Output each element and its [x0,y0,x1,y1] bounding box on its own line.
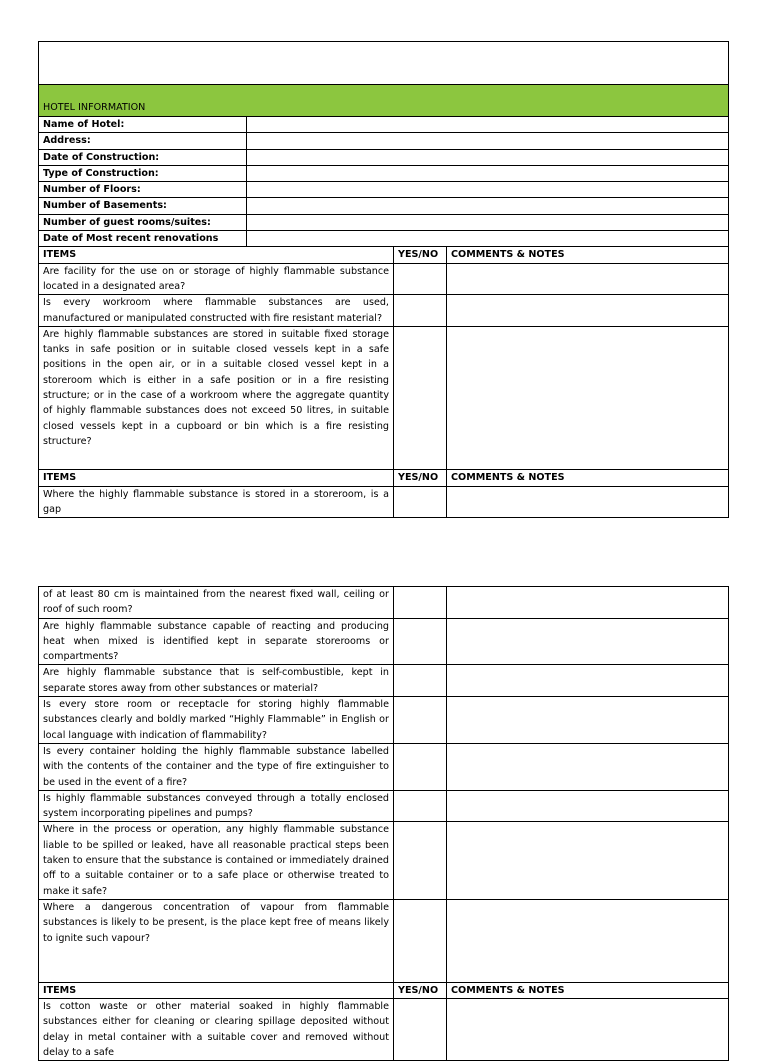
hotel-field-row [39,149,729,165]
yes-no-cell[interactable] [394,999,447,1061]
question-row [39,822,729,899]
question-row [39,326,729,469]
question-text: Is every container holding the highly flammable substance labelled with the contents of the container and the type of fire extinguisher to be used in the event of a fire? [39,743,394,790]
question-row [39,618,729,665]
comments-cell[interactable] [447,697,729,744]
hotel-field-row [39,198,729,214]
comments-cell[interactable] [447,743,729,790]
section-header-row [39,85,729,117]
yes-no-cell[interactable] [394,697,447,744]
field-value[interactable] [247,117,729,133]
question-text: Are facility for the use on or storage of highly flammable substance located in a designated area? [39,263,394,295]
field-label: Number of Basements: [39,198,247,214]
items-header: ITEMS [39,247,394,263]
field-label: Date of Most recent renovations [39,231,247,247]
yes-no-cell[interactable] [394,618,447,665]
yes-no-cell[interactable] [394,822,447,899]
field-value[interactable] [247,182,729,198]
question-text: Is highly flammable substances conveyed through a totally enclosed system incorporating pipelines and pumps? [39,790,394,822]
hotel-checklist-table-page2 [38,586,729,1061]
field-value[interactable] [247,133,729,149]
comments-cell[interactable] [447,665,729,697]
question-text: Are highly flammable substances are stored in suitable fixed storage tanks in safe position or in suitable closed vessels kept in a safe positions in the open air, or in a suitable closed vessel kept in a storeroom which is either in a safe position or in a fire resisting structure; or in the case of a workroom where the aggregate quantity of highly flammable substances does not exceed 50 litres, in suitable closed vessels kept in a cupboard or bin which is a fire resisting structure? [39,326,394,469]
yes-no-cell[interactable] [394,665,447,697]
yes-no-cell[interactable] [394,743,447,790]
question-row [39,295,729,327]
comments-cell[interactable] [447,326,729,469]
field-value[interactable] [247,198,729,214]
yes-no-cell[interactable] [394,326,447,469]
question-row [39,665,729,697]
field-label: Name of Hotel: [39,117,247,133]
hotel-field-row [39,214,729,230]
question-row [39,486,729,518]
question-text: Where a dangerous concentration of vapour from flammable substances is likely to be present, is the place kept free of means likely to ignite such vapour? [39,899,394,982]
hotel-field-row [39,133,729,149]
field-label: Date of Construction: [39,149,247,165]
field-label: Number of Floors: [39,182,247,198]
hotel-field-row [39,182,729,198]
comments-cell[interactable] [447,618,729,665]
field-value[interactable] [247,231,729,247]
question-row [39,587,729,619]
blank-header-row [39,42,729,85]
question-row [39,999,729,1061]
field-label: Number of guest rooms/suites: [39,214,247,230]
question-text: Are highly flammable substance that is self-combustible, kept in separate stores away from other substances or material? [39,665,394,697]
checklist-header-row [39,982,729,998]
yes-no-header: YES/NO [394,470,447,486]
question-text: Where in the process or operation, any highly flammable substance liable to be spilled or leaked, have all reasonable practical steps been taken to ensure that the substance is contained or immediately drained off to a suitable container or to a safe place or otherwise treated to make it safe? [39,822,394,899]
comments-cell[interactable] [447,295,729,327]
field-value[interactable] [247,214,729,230]
yes-no-cell[interactable] [394,295,447,327]
comments-header: COMMENTS & NOTES [447,982,729,998]
field-value[interactable] [247,165,729,181]
comments-cell[interactable] [447,822,729,899]
field-label: Address: [39,133,247,149]
yes-no-header: YES/NO [394,247,447,263]
yes-no-cell[interactable] [394,587,447,619]
hotel-field-row [39,165,729,181]
comments-cell[interactable] [447,263,729,295]
question-text: Is every workroom where flammable substances are used, manufactured or manipulated constructed with fire resistant material? [39,295,394,327]
yes-no-cell[interactable] [394,790,447,822]
question-row [39,263,729,295]
question-row [39,697,729,744]
items-header: ITEMS [39,982,394,998]
question-text: of at least 80 cm is maintained from the nearest fixed wall, ceiling or roof of such room? [39,587,394,619]
question-row [39,743,729,790]
comments-header: COMMENTS & NOTES [447,247,729,263]
hotel-field-row [39,117,729,133]
comments-cell[interactable] [447,899,729,982]
section-title: HOTEL INFORMATION [39,85,729,117]
field-label: Type of Construction: [39,165,247,181]
question-text: Are highly flammable substance capable of reacting and producing heat when mixed is identified kept in separate storerooms or compartments? [39,618,394,665]
checklist-header-row [39,470,729,486]
checklist-header-row [39,247,729,263]
yes-no-cell[interactable] [394,899,447,982]
items-header: ITEMS [39,470,394,486]
yes-no-cell[interactable] [394,486,447,518]
hotel-field-row [39,231,729,247]
question-text: Is every store room or receptacle for storing highly flammable substances clearly and boldly marked “Highly Flammable” in English or local language with indication of flammability? [39,697,394,744]
question-row [39,899,729,982]
question-row [39,790,729,822]
comments-cell[interactable] [447,486,729,518]
comments-header: COMMENTS & NOTES [447,470,729,486]
comments-cell[interactable] [447,790,729,822]
question-text: Where the highly flammable substance is stored in a storeroom, is a gap [39,486,394,518]
comments-cell[interactable] [447,999,729,1061]
comments-cell[interactable] [447,587,729,619]
field-value[interactable] [247,149,729,165]
hotel-checklist-table-page1 [38,41,729,518]
question-text: Is cotton waste or other material soaked in highly flammable substances either for cleaning or clearing spillage deposited without delay in metal container with a suitable cover and removed without delay to a safe [39,999,394,1061]
yes-no-cell[interactable] [394,263,447,295]
yes-no-header: YES/NO [394,982,447,998]
